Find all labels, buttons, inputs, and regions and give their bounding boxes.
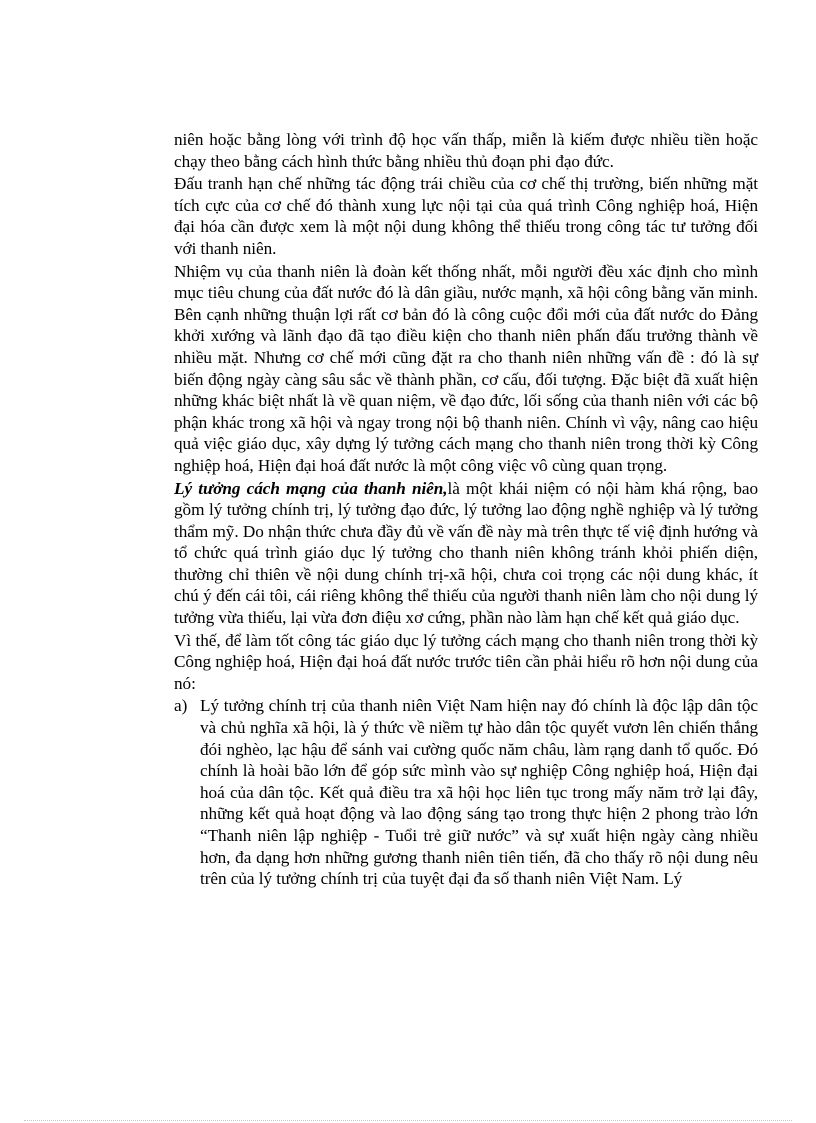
page-bottom-divider xyxy=(24,1120,792,1121)
ideal-lead-phrase: Lý tưởng cách mạng của thanh niên, xyxy=(174,478,448,498)
paragraph-ideal xyxy=(174,478,758,629)
paragraph-3: Nhiệm vụ của thanh niên là đoàn kết thống nhất, mỗi người đều xác định cho mình mục tiêu chung của đất nước đó là dân giầu, nước mạnh, xã hội công bằng văn minh. Bên cạnh những thuận lợi rất cơ bản đó là công cuộc đổi mới của đất nước do Đảng khởi xướng và lãnh đạo đã tạo điều kiện cho thanh niên phấn đấu trưởng thành về nhiều mặt. Nhưng cơ chế mới cũng đặt ra cho thanh niên những vấn đề : đó là sự biến động ngày càng sâu sắc về thành phần, cơ cấu, đối tượng. Đặc biệt đã xuất hiện những khác biệt nhất là về quan niệm, về đạo đức, lối sống của thanh niên với các bộ phận khác trong xã hội và ngay trong nội bộ thanh niên. Chính vì vậy, nâng cao hiệu quả việc giáo dục, xây dựng lý tưởng cách mạng cho thanh niên trong thời kỳ Công nghiệp hoá, Hiện đại hoá đất nước là một công việc vô cùng quan trọng. xyxy=(174,261,758,475)
paragraph-list-intro: Vì thế, để làm tốt công tác giáo dục lý tưởng cách mạng cho thanh niên trong thời kỳ Công nghiệp hoá, Hiện đại hoá đất nước trước tiên cần phải hiểu rõ hơn nội dung của nó: xyxy=(174,630,758,693)
list-item-a xyxy=(174,695,758,889)
paragraph-1: niên hoặc bằng lòng với trình độ học vấn thấp, miễn là kiếm được nhiều tiền hoặc chạy theo bằng cách hình thức bằng nhiều thủ đoạn phi đạo đức. xyxy=(174,130,758,171)
document-body xyxy=(174,129,758,890)
list-marker: a) xyxy=(174,696,188,716)
list-item-text: Lý tưởng chính trị của thanh niên Việt Nam hiện nay đó chính là độc lập dân tộc và chủ nghĩa xã hội, là ý thức về niềm tự hào dân tộc quyết vươn lên chiến thắng đói nghèo, lạc hậu để sánh vai cường quốc năm châu, làm rạng danh tổ quốc. Đó chính là hoài bão lớn để góp sức mình vào sự nghiệp Công nghiệp hoá, Hiện đại hoá của dân tộc. Kết quả điều tra xã hội học liên tục trong mấy năm trở lại đây, những kết quả hoạt động và lao động sáng tạo trong thực hiện 2 phong trào lớn “Thanh niên lập nghiệp - Tuổi trẻ giữ nước” và sự xuất hiện ngày càng nhiều hơn, đa dạng hơn những gương thanh niên tiên tiến, đã cho thấy rõ nội dung nêu trên của lý tưởng chính trị của tuyệt đại đa số thanh niên Việt Nam. Lý xyxy=(200,696,758,889)
ideal-rest-text: là một khái niệm có nội hàm khá rộng, bao gồm lý tưởng chính trị, lý tưởng đạo đức, lý tưởng lao động nghề nghiệp và lý tưởng thẩm mỹ. Do nhận thức chưa đầy đủ về vấn đề này mà trên thực tế việ định hướng và tổ chức quá trình giáo dục lý tưởng cho thanh niên không tránh khỏi phiến diện, thường chỉ thiên về nội dung chính trị-xã hội, chưa coi trọng các nội dung khác, ít chú ý đến cái tôi, cái riêng không thể thiếu của người thanh niên làm cho nội dung lý tưởng vừa thiếu, lại vừa đơn điệu xơ cứng, phần nào làm hạn chế kết quả giáo dục. xyxy=(174,478,759,628)
paragraph-2: Đấu tranh hạn chế những tác động trái chiều của cơ chế thị trường, biến những mặt tích cực của cơ chế đó thành xung lực nội tại của quá trình Công nghiệp hoá, Hiện đại hóa cần được xem là một nội dung không thể thiếu trong công tác tư tưởng đối với thanh niên. xyxy=(174,174,758,258)
